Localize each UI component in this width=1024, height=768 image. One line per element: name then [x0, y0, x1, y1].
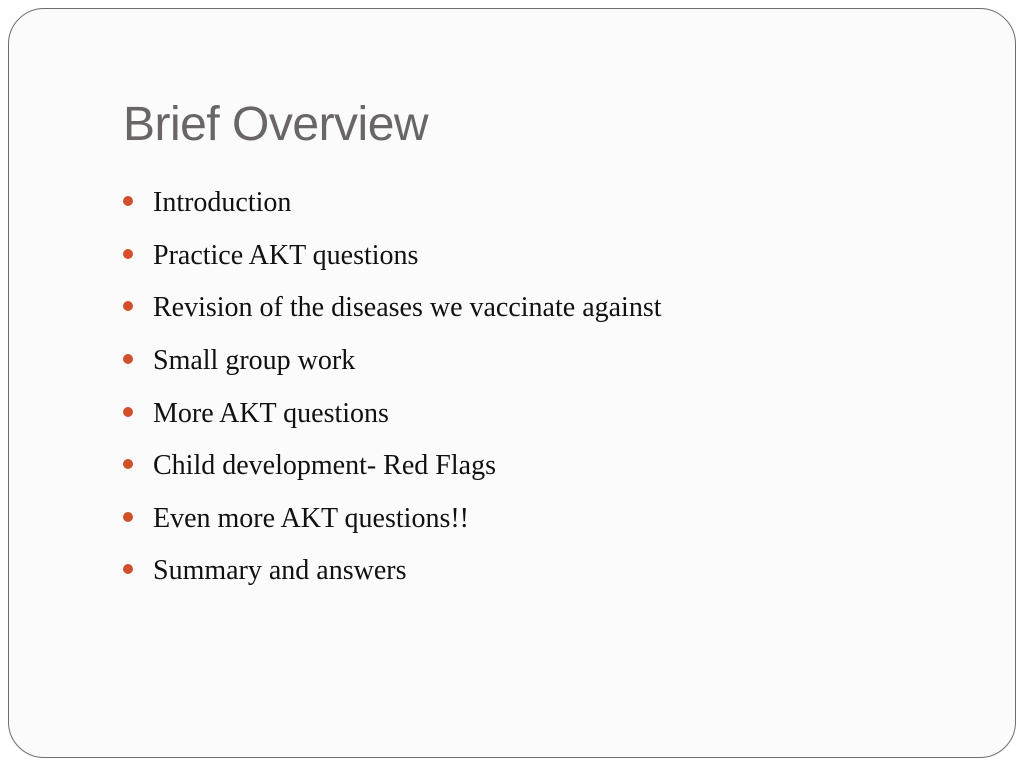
list-item [123, 387, 662, 440]
list-item [123, 230, 662, 283]
bullet-dot-icon [123, 512, 133, 522]
list-item [123, 282, 662, 335]
bullet-dot-icon [123, 407, 133, 417]
list-item [123, 493, 662, 546]
bullet-text: Summary and answers [153, 555, 407, 587]
slide-title: Brief Overview [123, 98, 429, 151]
bullet-text: Introduction [153, 187, 292, 219]
bullet-dot-icon [123, 459, 133, 469]
list-item [123, 177, 662, 230]
bullet-text: More AKT questions [153, 397, 389, 429]
bullet-text: Even more AKT questions!! [153, 502, 469, 534]
list-item [123, 440, 662, 493]
bullet-dot-icon [123, 301, 133, 311]
list-item [123, 545, 662, 598]
bullet-list [123, 177, 662, 598]
bullet-text: Practice AKT questions [153, 239, 419, 271]
bullet-dot-icon [123, 354, 133, 364]
bullet-dot-icon [123, 249, 133, 259]
slide-frame [8, 8, 1016, 758]
bullet-text: Revision of the diseases we vaccinate against [153, 292, 662, 324]
bullet-dot-icon [123, 196, 133, 206]
bullet-text: Child development- Red Flags [153, 450, 496, 482]
bullet-text: Small group work [153, 345, 356, 377]
bullet-dot-icon [123, 564, 133, 574]
list-item [123, 335, 662, 388]
